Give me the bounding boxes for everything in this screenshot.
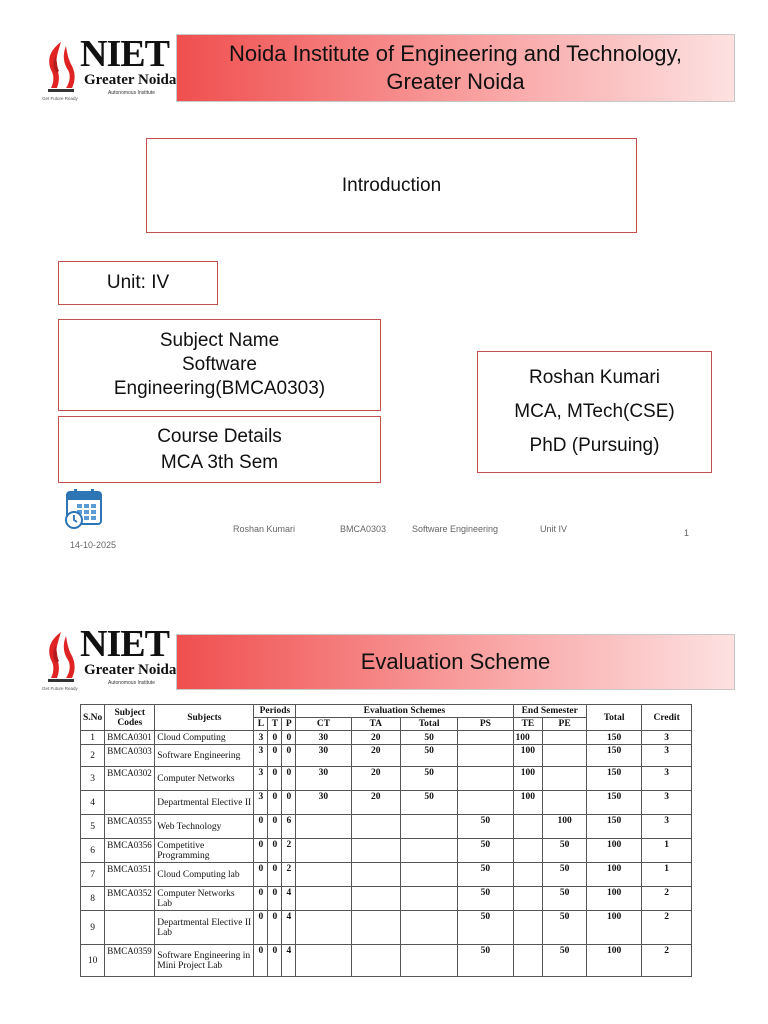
cell-ps: 50: [458, 945, 513, 977]
cell-ta: 20: [351, 791, 400, 815]
header-ct: CT: [296, 718, 351, 731]
cell-ps: 50: [458, 887, 513, 911]
cell-eval-total: 50: [400, 791, 457, 815]
cell-l: 0: [254, 887, 268, 911]
cell-subject: Computer Networks Lab: [155, 887, 254, 911]
cell-pe: 50: [543, 839, 587, 863]
evaluation-scheme-table: [80, 704, 692, 977]
cell-l: 3: [254, 767, 268, 791]
cell-credit: 1: [642, 839, 692, 863]
cell-ta: [351, 839, 400, 863]
cell-code: BMCA0356: [105, 839, 155, 863]
cell-p: 2: [282, 863, 296, 887]
cell-code: BMCA0359: [105, 945, 155, 977]
cell-l: 3: [254, 731, 268, 745]
cell-ps: [458, 791, 513, 815]
header-ps: PS: [458, 718, 513, 731]
niet-flame-logo-icon: [42, 630, 80, 686]
cell-te: 100: [513, 731, 543, 745]
cell-sno: 1: [81, 731, 105, 745]
cell-credit: 3: [642, 791, 692, 815]
subject-name-line-1: Software: [182, 354, 257, 375]
cell-subject: Cloud Computing lab: [155, 863, 254, 887]
cell-total: 150: [586, 745, 641, 767]
logo-city: Greater Noida: [84, 72, 177, 88]
cell-pe: 50: [543, 911, 587, 945]
header-sno: S.No: [81, 705, 105, 731]
cell-pe: 50: [543, 863, 587, 887]
cell-te: [513, 863, 543, 887]
faculty-box: [477, 351, 712, 473]
cell-ps: 50: [458, 815, 513, 839]
cell-t: 0: [268, 815, 282, 839]
table-row: [81, 791, 692, 815]
cell-credit: 3: [642, 815, 692, 839]
cell-te: [513, 887, 543, 911]
cell-t: 0: [268, 887, 282, 911]
cell-ct: 30: [296, 731, 351, 745]
cell-l: 0: [254, 945, 268, 977]
cell-total: 100: [586, 887, 641, 911]
subject-name-line-2: Engineering(BMCA0303): [113, 378, 326, 399]
cell-ta: [351, 863, 400, 887]
footer-page-number: 1: [684, 528, 690, 538]
introduction-box: [146, 138, 637, 233]
cell-p: 4: [282, 945, 296, 977]
cell-ps: [458, 745, 513, 767]
course-label: Course Details: [157, 425, 282, 447]
cell-sno: 8: [81, 887, 105, 911]
table-row: [81, 767, 692, 791]
faculty-name: Roshan Kumari: [529, 367, 660, 388]
cell-ps: 50: [458, 839, 513, 863]
footer-code: BMCA0303: [340, 524, 387, 534]
header-p: P: [282, 718, 296, 731]
cell-l: 0: [254, 815, 268, 839]
cell-sno: 6: [81, 839, 105, 863]
cell-subject: Software Engineering: [155, 745, 254, 767]
cell-pe: 100: [543, 815, 587, 839]
logo-tagline: Get Future Ready: [42, 96, 78, 101]
institute-title-bar: [176, 34, 735, 102]
cell-total: 150: [586, 815, 641, 839]
cell-l: 0: [254, 839, 268, 863]
logo-city: Greater Noida: [84, 662, 177, 678]
unit-text: Unit: IV: [106, 272, 170, 293]
cell-eval-total: [400, 839, 457, 863]
header-t: T: [268, 718, 282, 731]
cell-credit: 3: [642, 731, 692, 745]
evaluation-title-bar: [176, 634, 735, 690]
faculty-phd: PhD (Pursuing): [529, 435, 660, 456]
cell-credit: 3: [642, 767, 692, 791]
cell-p: 0: [282, 767, 296, 791]
cell-ta: 20: [351, 767, 400, 791]
table-row: [81, 945, 692, 977]
header-subject-codes: Subject Codes: [105, 705, 155, 731]
cell-sno: 2: [81, 745, 105, 767]
cell-te: [513, 839, 543, 863]
cell-ct: [296, 815, 351, 839]
unit-box: [58, 261, 218, 305]
cell-code: BMCA0303: [105, 745, 155, 767]
cell-sno: 5: [81, 815, 105, 839]
cell-ta: 20: [351, 731, 400, 745]
cell-subject: Computer Networks: [155, 767, 254, 791]
cell-t: 0: [268, 791, 282, 815]
cell-p: 6: [282, 815, 296, 839]
logo-brand: NIET: [80, 33, 169, 75]
cell-t: 0: [268, 911, 282, 945]
cell-subject: Software Engineering in Mini Project Lab: [155, 945, 254, 977]
cell-p: 4: [282, 887, 296, 911]
cell-eval-total: [400, 945, 457, 977]
cell-eval-total: 50: [400, 767, 457, 791]
cell-code: [105, 791, 155, 815]
cell-eval-total: 50: [400, 731, 457, 745]
header-total: Total: [586, 705, 641, 731]
header-ta: TA: [351, 718, 400, 731]
table-row: [81, 815, 692, 839]
cell-code: BMCA0352: [105, 887, 155, 911]
cell-pe: [543, 745, 587, 767]
cell-t: 0: [268, 731, 282, 745]
footer-subject: Software Engineering: [412, 524, 499, 534]
cell-p: 0: [282, 745, 296, 767]
cell-subject: Departmental Elective II Lab: [155, 911, 254, 945]
cell-ps: [458, 767, 513, 791]
cell-ct: [296, 839, 351, 863]
cell-ct: [296, 887, 351, 911]
cell-total: 100: [586, 839, 641, 863]
cell-code: [105, 911, 155, 945]
cell-t: 0: [268, 945, 282, 977]
logo-tagline: Get Future Ready: [42, 686, 78, 691]
faculty-degree: MCA, MTech(CSE): [514, 401, 675, 422]
cell-sno: 9: [81, 911, 105, 945]
niet-flame-logo-icon: [42, 40, 80, 96]
table-header-row: [81, 705, 692, 718]
cell-eval-total: 50: [400, 745, 457, 767]
cell-code: BMCA0301: [105, 731, 155, 745]
cell-ta: 20: [351, 745, 400, 767]
cell-t: 0: [268, 863, 282, 887]
introduction-text: Introduction: [341, 174, 442, 196]
cell-p: 2: [282, 839, 296, 863]
cell-eval-total: [400, 863, 457, 887]
table-row: [81, 887, 692, 911]
cell-l: 3: [254, 745, 268, 767]
cell-ps: 50: [458, 863, 513, 887]
cell-total: 150: [586, 731, 641, 745]
cell-credit: 2: [642, 887, 692, 911]
calendar-clock-icon: [64, 488, 106, 530]
cell-sno: 10: [81, 945, 105, 977]
institute-title-line-2: Greater Noida: [386, 69, 525, 94]
cell-l: 0: [254, 863, 268, 887]
header-end-semester: End Semester: [513, 705, 586, 718]
cell-eval-total: [400, 815, 457, 839]
logo-brand: NIET: [80, 623, 169, 665]
table-row: [81, 839, 692, 863]
cell-pe: [543, 791, 587, 815]
cell-te: [513, 945, 543, 977]
cell-p: 4: [282, 911, 296, 945]
header-te: TE: [513, 718, 543, 731]
cell-sno: 3: [81, 767, 105, 791]
cell-p: 0: [282, 731, 296, 745]
cell-ct: 30: [296, 767, 351, 791]
header-periods: Periods: [254, 705, 296, 718]
cell-t: 0: [268, 839, 282, 863]
institute-title-line-1: Noida Institute of Engineering and Technology,: [229, 41, 682, 66]
cell-pe: [543, 731, 587, 745]
cell-ps: [458, 731, 513, 745]
cell-total: 150: [586, 791, 641, 815]
cell-ct: 30: [296, 745, 351, 767]
cell-ct: [296, 911, 351, 945]
cell-total: 100: [586, 863, 641, 887]
logo-autonomous: Autonomous Institute: [108, 680, 155, 686]
header-pe: PE: [543, 718, 587, 731]
header-subjects: Subjects: [155, 705, 254, 731]
cell-subject: Web Technology: [155, 815, 254, 839]
cell-pe: [543, 767, 587, 791]
table-row: [81, 745, 692, 767]
cell-code: BMCA0302: [105, 767, 155, 791]
table-row: [81, 863, 692, 887]
cell-eval-total: [400, 887, 457, 911]
cell-te: 100: [513, 791, 543, 815]
cell-l: 0: [254, 911, 268, 945]
header-eval-total: Total: [400, 718, 457, 731]
cell-ct: 30: [296, 791, 351, 815]
header-credit: Credit: [642, 705, 692, 731]
cell-l: 3: [254, 791, 268, 815]
footer-date: 14-10-2025: [70, 540, 117, 550]
cell-credit: 1: [642, 863, 692, 887]
cell-ct: [296, 945, 351, 977]
cell-eval-total: [400, 911, 457, 945]
cell-sno: 7: [81, 863, 105, 887]
cell-te: 100: [513, 767, 543, 791]
header-l: L: [254, 718, 268, 731]
cell-ta: [351, 911, 400, 945]
cell-pe: 50: [543, 887, 587, 911]
cell-total: 150: [586, 767, 641, 791]
course-box: [58, 416, 381, 483]
evaluation-title: Evaluation Scheme: [360, 649, 551, 674]
cell-subject: Cloud Computing: [155, 731, 254, 745]
cell-ps: 50: [458, 911, 513, 945]
cell-total: 100: [586, 945, 641, 977]
cell-ta: [351, 815, 400, 839]
cell-credit: 2: [642, 911, 692, 945]
niet-logo: [42, 33, 177, 104]
cell-pe: 50: [543, 945, 587, 977]
cell-total: 100: [586, 911, 641, 945]
cell-t: 0: [268, 745, 282, 767]
cell-subject: Competitive Programming: [155, 839, 254, 863]
table-row: [81, 911, 692, 945]
cell-ta: [351, 887, 400, 911]
cell-credit: 2: [642, 945, 692, 977]
cell-p: 0: [282, 791, 296, 815]
cell-ta: [351, 945, 400, 977]
table-row: [81, 731, 692, 745]
cell-code: BMCA0351: [105, 863, 155, 887]
logo-autonomous: Autonomous Institute: [108, 90, 155, 96]
cell-sno: 4: [81, 791, 105, 815]
footer-unit: Unit IV: [540, 524, 568, 534]
cell-credit: 3: [642, 745, 692, 767]
cell-t: 0: [268, 767, 282, 791]
niet-logo: [42, 623, 177, 694]
cell-subject: Departmental Elective II: [155, 791, 254, 815]
cell-te: [513, 815, 543, 839]
subject-label: Subject Name: [159, 330, 280, 351]
footer-author: Roshan Kumari: [233, 524, 296, 534]
cell-code: BMCA0355: [105, 815, 155, 839]
subject-box: [58, 319, 381, 411]
cell-te: 100: [513, 745, 543, 767]
cell-te: [513, 911, 543, 945]
cell-ct: [296, 863, 351, 887]
header-evaluation-schemes: Evaluation Schemes: [296, 705, 513, 718]
course-details: MCA 3th Sem: [160, 451, 279, 473]
